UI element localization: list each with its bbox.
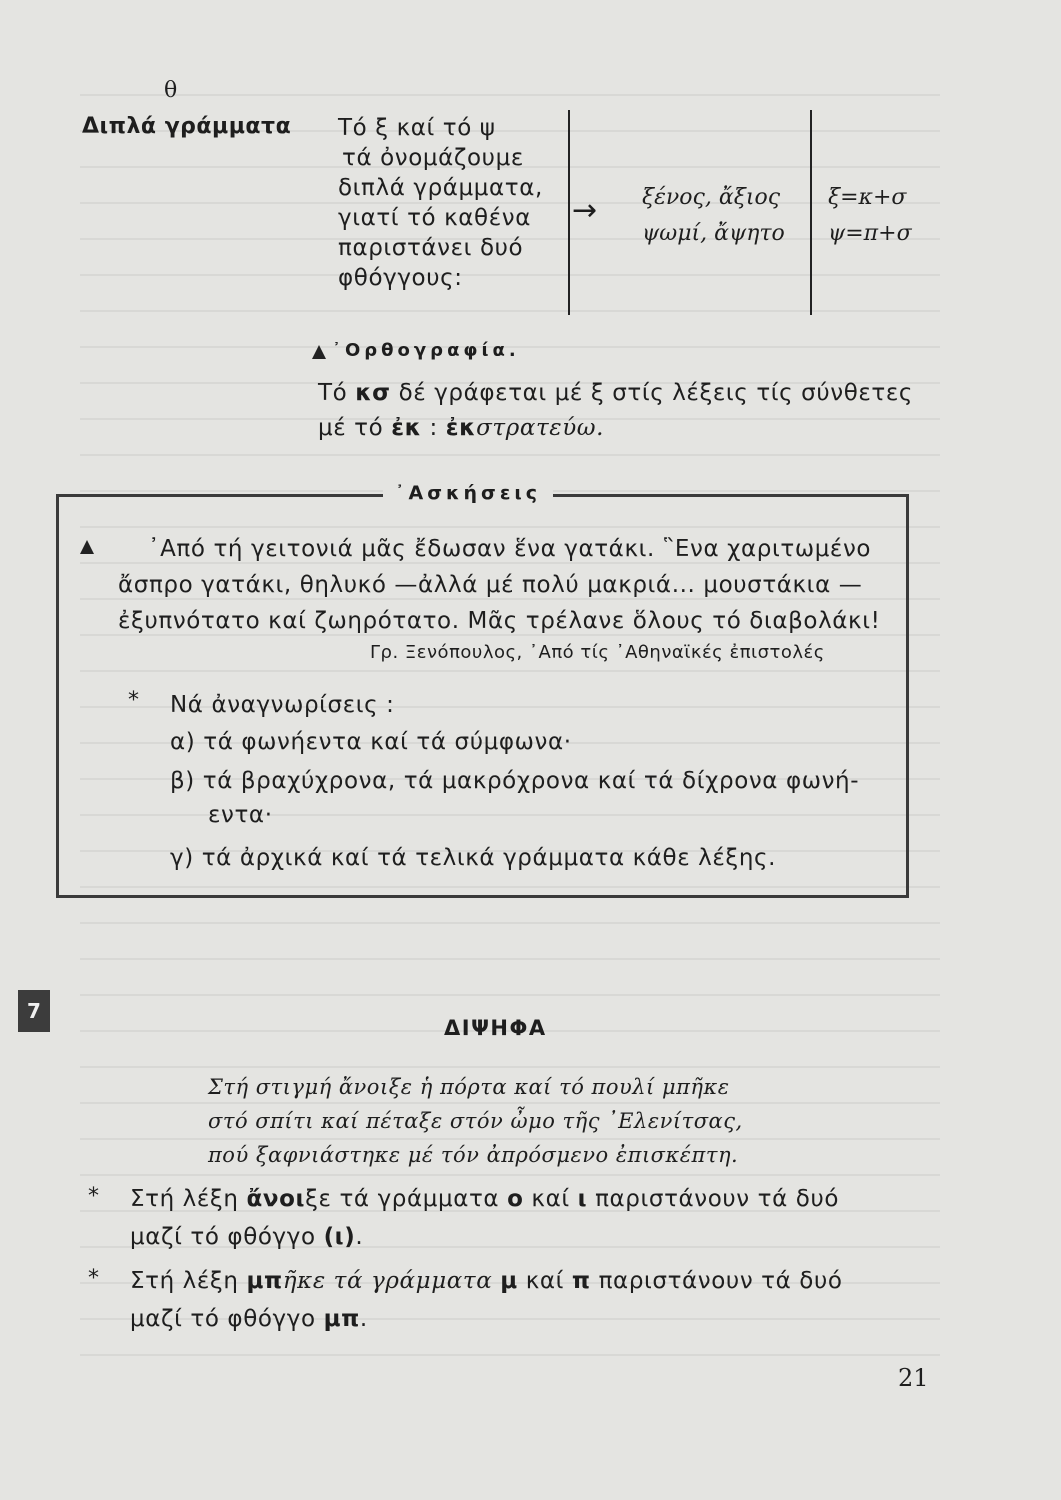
page-number: 21	[898, 1364, 929, 1392]
formulas	[828, 180, 912, 252]
poem-line: πού ξαφνιάστηκε μέ τόν ἀπρόσμενο ἐπισκέπτη.	[208, 1143, 739, 1167]
bold-text: (ι)	[323, 1224, 356, 1250]
formula-line: ψ=π+σ	[828, 221, 912, 246]
text: Τό	[318, 380, 356, 406]
text: :	[421, 415, 446, 441]
text: παριστάνουν τά δυό	[587, 1186, 840, 1212]
bold-text: κσ	[355, 380, 391, 406]
exercise-item: β) τά βραχύχρονα, τά μακρόχρονα καί τά δίχρονα φωνή-	[170, 768, 860, 794]
text: .	[355, 1224, 364, 1250]
divider-line	[810, 110, 812, 315]
top-symbol: θ	[164, 78, 178, 103]
example-line: ψωμί, ἄψητο	[642, 221, 785, 246]
passage-attribution: Γρ. Ξενόπουλος, ᾿Από τίς ᾿Αθηναϊκές ἐπιστολές	[370, 642, 825, 663]
explanation-line: διπλά γράμματα,	[338, 175, 543, 201]
text: Στή λέξη	[130, 1186, 247, 1212]
diplagrammata-explanation	[338, 113, 578, 293]
passage-line: ᾿Από τή γειτονιά μᾶς ἔδωσαν ἕνα γατάκι. ῝Ενα χαριτωμένο	[148, 536, 872, 562]
divider-line	[568, 110, 570, 315]
note-line	[130, 1222, 363, 1252]
orthografia-rule-line2	[318, 413, 604, 443]
note-line	[130, 1184, 930, 1214]
exercise-task: Νά ἀναγνωρίσεις :	[170, 692, 395, 718]
text: μέ τό	[318, 415, 392, 441]
bold-text: ο	[507, 1186, 524, 1212]
asterisk-marker: *	[88, 1184, 99, 1209]
text: παριστάνουν τά δυό	[590, 1268, 843, 1294]
bold-text: π	[571, 1268, 591, 1294]
examples	[642, 180, 785, 252]
orthografia-title: ᾿Ορθογραφία.	[332, 340, 520, 361]
note-line	[130, 1266, 930, 1296]
text: δέ γράφεται μέ ξ στίς λέξεις τίς σύνθετες	[390, 380, 913, 406]
exercise-passage	[118, 531, 898, 639]
explanation-line: τά ὀνομάζουμε	[342, 145, 524, 171]
chapter-tab: 7	[18, 990, 50, 1032]
poem-line: στό σπίτι καί πέταξε στόν ὦμο τῆς ᾿Ελενίτσας,	[208, 1109, 743, 1133]
example-line: ξένος, ἄξιος	[642, 185, 781, 210]
dipsifa-poem	[208, 1070, 743, 1172]
bold-text: ι	[577, 1186, 588, 1212]
bold-text: μπ	[246, 1268, 283, 1294]
text: καί	[523, 1186, 578, 1212]
bold-text: ἄνοι	[246, 1186, 306, 1212]
dipsifa-title: ΔΙΨΗΦΑ	[444, 1016, 547, 1040]
italic-text: στρατεύω.	[476, 415, 605, 441]
diplagrammata-heading: Διπλά γράμματα	[82, 114, 292, 139]
arrow-icon: →	[572, 193, 598, 228]
formula-line: ξ=κ+σ	[828, 185, 907, 210]
text: Στή λέξη	[130, 1268, 247, 1294]
text: ῆκε τά γράμματα	[282, 1268, 501, 1294]
explanation-line: φθόγγους:	[338, 265, 463, 291]
exercise-item: εντα·	[208, 802, 273, 828]
exercises-title: ᾿Ασκήσεις	[383, 482, 553, 504]
explanation-line: γιατί τό καθένα	[338, 205, 531, 231]
asterisk-marker: *	[128, 688, 139, 713]
triangle-marker-icon	[80, 540, 94, 554]
bold-text: ἐκ	[391, 415, 422, 441]
explanation-line: Τό ξ καί τό ψ	[338, 115, 496, 141]
bold-text: μ	[500, 1268, 518, 1294]
passage-line: ἐξυπνότατο καί ζωηρότατο. Μᾶς τρέλανε ὅλους τό διαβολάκι!	[118, 608, 881, 634]
poem-line: Στή στιγμή ἄνοιξε ἡ πόρτα καί τό πουλί μπῆκε	[208, 1075, 730, 1099]
explanation-line: παριστάνει δυό	[338, 235, 524, 261]
text: μαζί τό φθόγγο	[130, 1306, 324, 1332]
text: .	[359, 1306, 368, 1332]
text: καί	[517, 1268, 572, 1294]
bold-text: ἐκ	[445, 415, 477, 441]
triangle-marker-icon	[312, 345, 326, 359]
bold-text: μπ	[323, 1306, 360, 1332]
exercise-item: γ) τά ἀρχικά καί τά τελικά γράμματα κάθε λέξης.	[170, 845, 777, 871]
passage-line: ἄσπρο γατάκι, θηλυκό —ἀλλά μέ πολύ μακριά... μουστάκια —	[118, 572, 863, 598]
note-line	[130, 1304, 368, 1334]
text: μαζί τό φθόγγο	[130, 1224, 324, 1250]
orthografia-rule-line1	[318, 378, 938, 408]
asterisk-marker: *	[88, 1266, 99, 1291]
text: ξε τά γράμματα	[305, 1186, 508, 1212]
exercise-item: α) τά φωνήεντα καί τά σύμφωνα·	[170, 729, 572, 755]
